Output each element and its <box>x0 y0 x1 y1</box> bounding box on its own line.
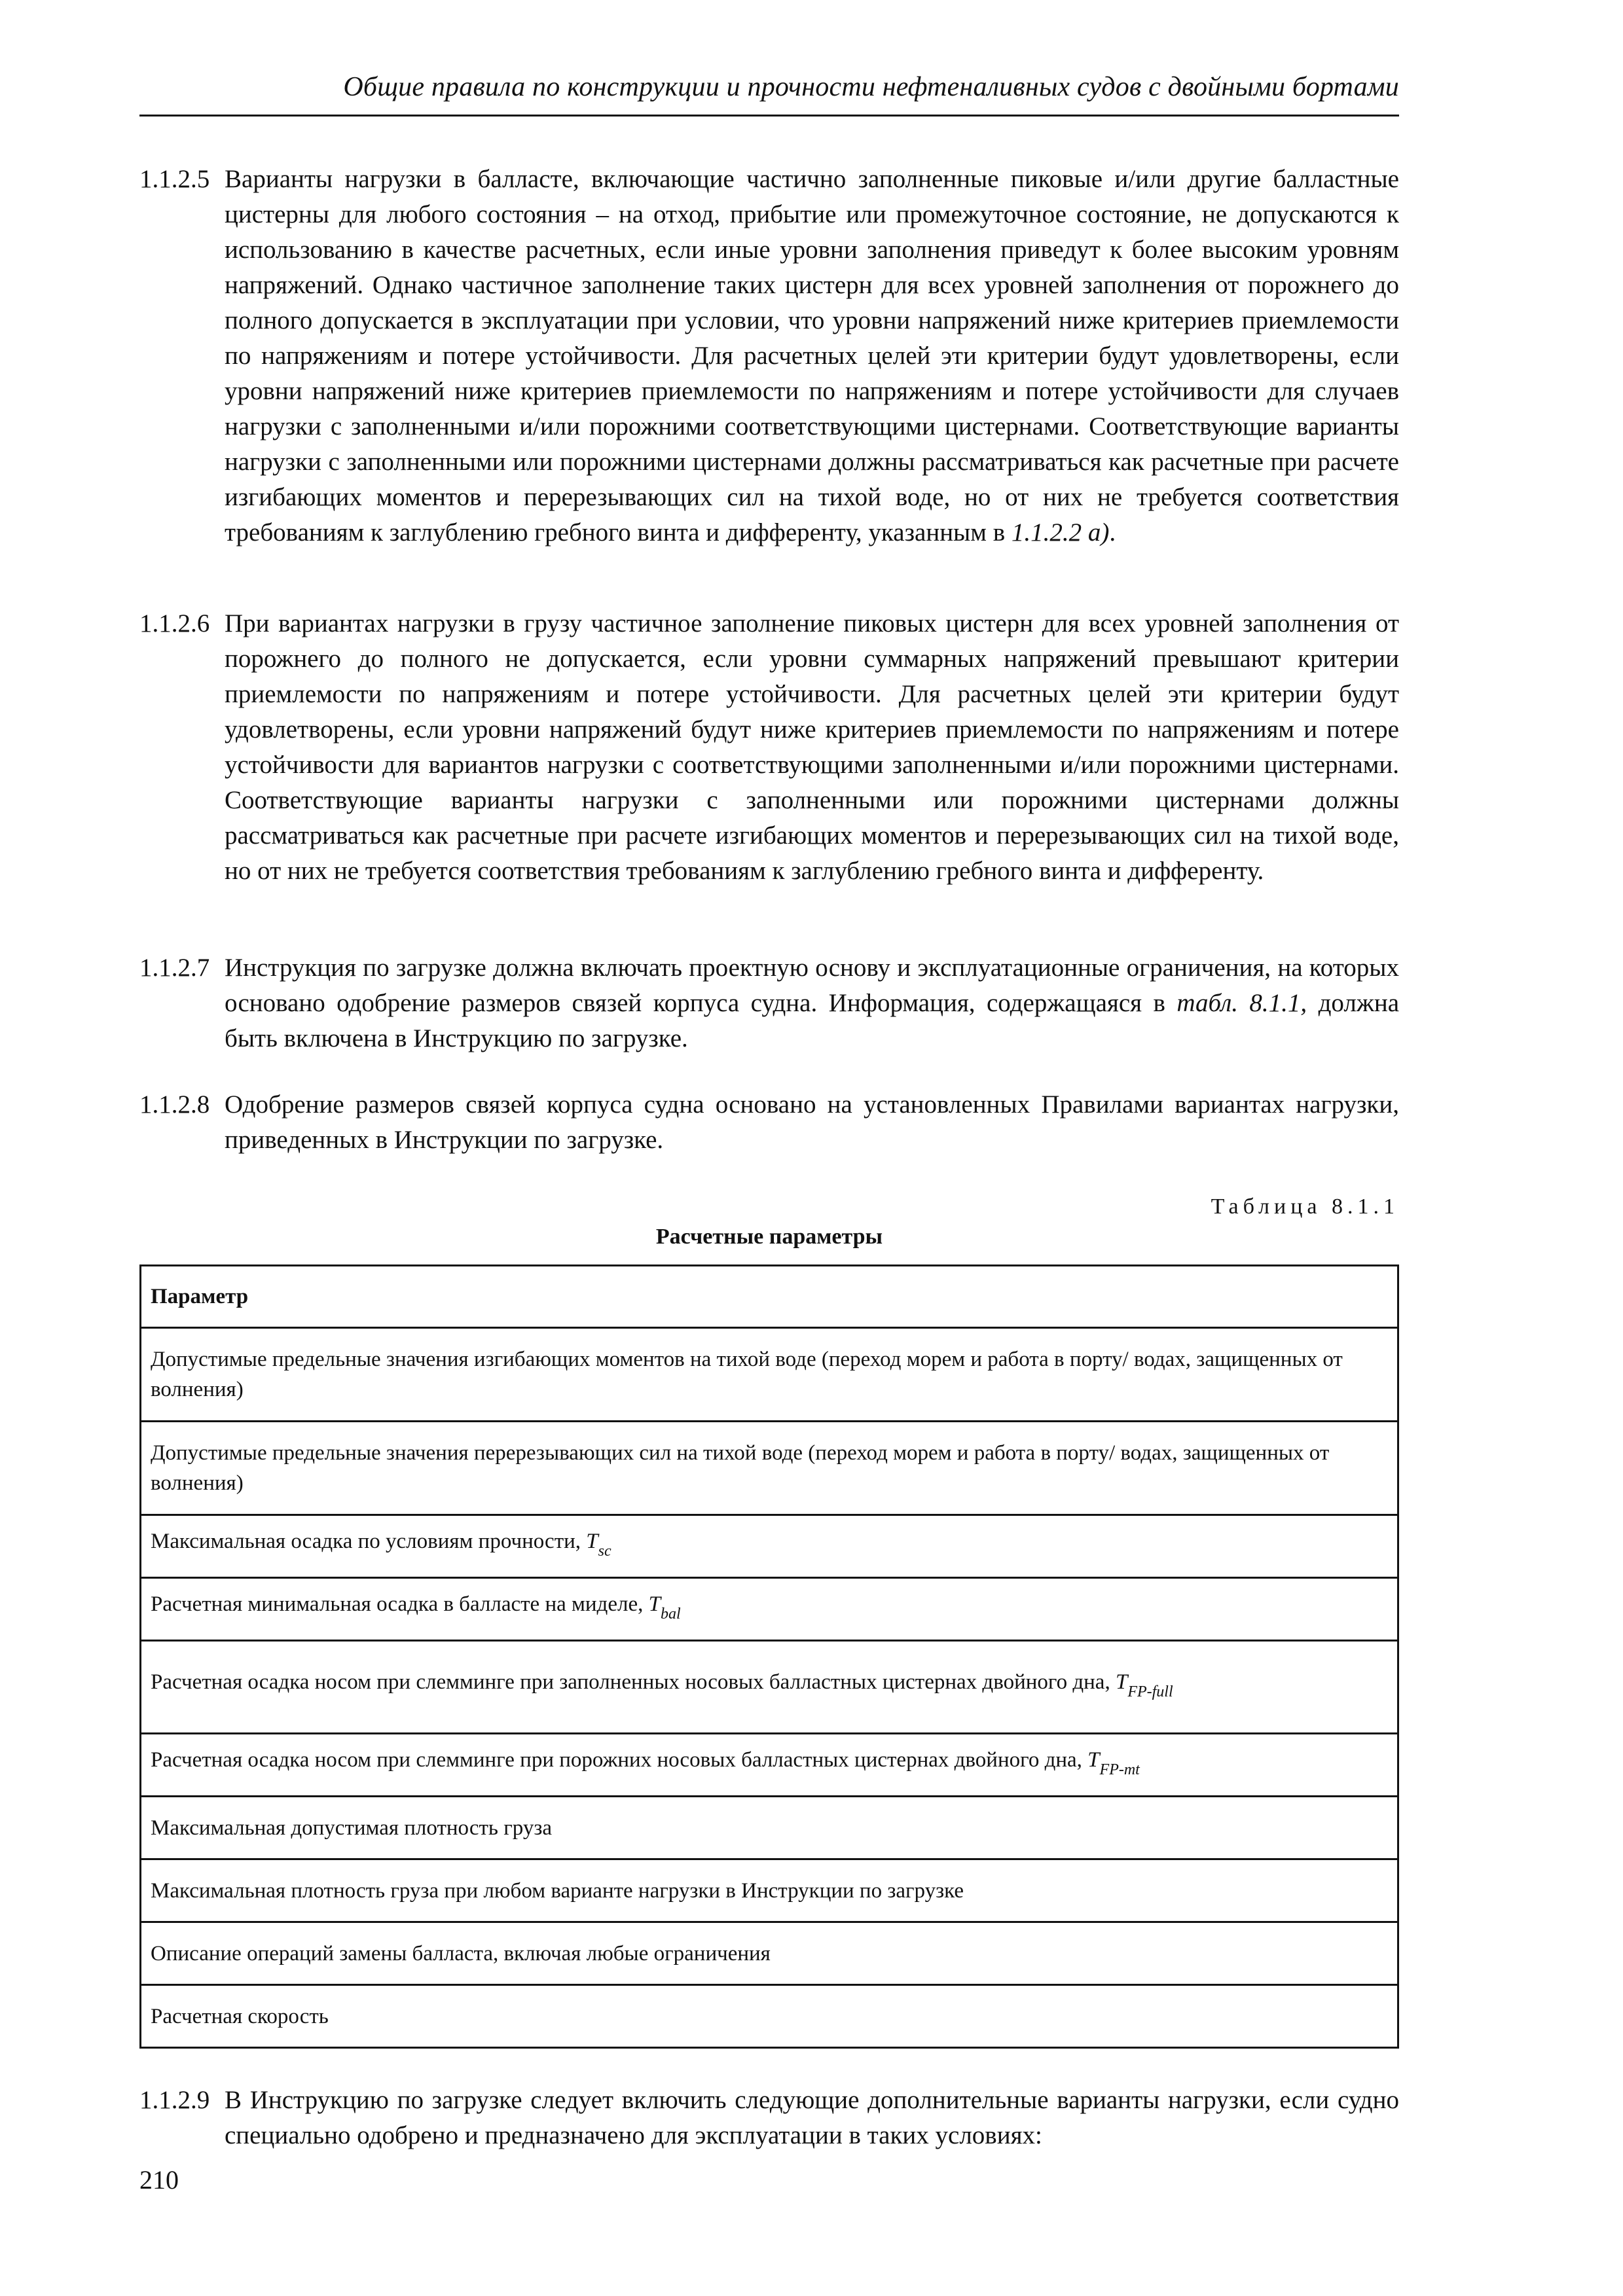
symbol-subscript: bal <box>660 1605 681 1623</box>
table-row <box>141 1422 1398 1515</box>
table-header-row <box>141 1266 1398 1328</box>
paragraph-number: 1.1.2.8 <box>139 1090 210 1119</box>
table-cell <box>141 1922 1398 1985</box>
cell-text: Максимальная плотность груза при любом варианте нагрузки в Инструкции по загрузке <box>151 1878 964 1903</box>
table-row <box>141 1797 1398 1859</box>
cell-text: Описание операций замены балласта, включая любые ограничения <box>151 1941 771 1965</box>
table-cell <box>141 1328 1398 1422</box>
symbol: T <box>586 1530 598 1553</box>
table-cell <box>141 1859 1398 1922</box>
paragraph-text: Инструкция по загрузке должна включать проектную основу и эксплуатационные ограничения, на которых основано одобрение размеров связей корпуса судна. Информация, содержащаяся в <box>225 954 1399 1017</box>
paragraph-number: 1.1.2.7 <box>139 954 210 982</box>
paragraph-1-1-2-8 <box>139 1087 1399 1158</box>
table-row <box>141 1641 1398 1734</box>
paragraph-text: В Инструкцию по загрузке следует включить следующие дополнительные варианты нагрузки, если судно специально одобрено и предназначено для эксплуатации в таких условиях: <box>225 2086 1399 2149</box>
table-title: Расчетные параметры <box>655 1225 883 1249</box>
symbol-subscript: FP-full <box>1127 1683 1173 1700</box>
table-cell <box>141 1985 1398 2048</box>
paragraph-number: 1.1.2.6 <box>139 609 210 637</box>
table-row <box>141 1859 1398 1922</box>
paragraph-text: Варианты нагрузки в балласте, включающие частично заполненные пиковые и/или другие балластные цистерны для любого состояния – на отход, прибытие или промежуточное состояние, не допускаются к использованию в качестве расчетных, если иные уровни заполнения приведут к более высоким уровням напряжений. Однако частичное заполнение таких цистерн для всех уровней заполнения от порожнего до полного допускается в эксплуатации при условии, что уровни напряжений ниже критериев приемлемости по напряжениям и потере устойчивости. Для расчетных целей эти критерии будут удовлетворены, если уровни напряжений ниже критериев приемлемости по напряжениям и потере устойчивости для случаев нагрузки с заполненными и/или порожними соответствующими цистернами. Соответствующие варианты нагрузки с заполненными или порожними цистернами должны рассматриваться как расчетные при расчете изгибающих моментов и перерезывающих сил на тихой воде, но от них не требуется соответствия требованиям к заглублению гребного винта и дифференту, указанным в <box>225 165 1399 547</box>
table-row <box>141 1985 1398 2048</box>
paragraph-1-1-2-6 <box>139 606 1399 889</box>
symbol: T <box>1115 1670 1128 1694</box>
symbol-subscript: FP-mt <box>1099 1761 1140 1778</box>
table-cell <box>141 1578 1398 1641</box>
table-header-cell: Параметр <box>141 1266 1398 1328</box>
table-cell <box>141 1641 1398 1734</box>
table-cell <box>141 1515 1398 1578</box>
table-row <box>141 1328 1398 1422</box>
cell-text: Расчетная осадка носом при слемминге при заполненных носовых балластных цистернах двойного дна, <box>151 1670 1116 1694</box>
table-row <box>141 1734 1398 1797</box>
paragraph-tail: должна быть включена в Инструкцию по загрузке. <box>225 989 1399 1052</box>
cell-text: Максимальная допустимая плотность груза <box>151 1816 553 1840</box>
cell-text: Допустимые предельные значения перерезывающих сил на тихой воде (переход морем и работа в порту/ водах, защищенных от волнения) <box>151 1441 1330 1495</box>
cell-text: Расчетная скорость <box>151 2004 329 2028</box>
table-label: Таблица 8.1.1 <box>1211 1194 1399 1219</box>
paragraph-text: При вариантах нагрузки в грузу частичное заполнение пиковых цистерн для всех уровней заполнения от порожнего до полного не допускается, если уровни суммарных напряжений превышают критерии приемлемости по напряжениям и потере устойчивости. Для расчетных целей эти критерии будут удовлетворены, если уровни напряжений будут ниже критериев приемлемости по напряжениям и потере устойчивости для вариантов нагрузки с соответствующими заполненными и/или порожними цистернами. Соответствующие варианты нагрузки с заполненными или порожними цистернами должны рассматриваться как расчетные при расчете изгибающих моментов и перерезывающих сил на тихой воде, но от них не требуется соответствия требованиям к заглублению гребного винта и дифференту. <box>225 609 1399 885</box>
table-row <box>141 1922 1398 1985</box>
table-row <box>141 1515 1398 1578</box>
page-number: 210 <box>139 2165 179 2195</box>
paragraph-number: 1.1.2.9 <box>139 2086 210 2114</box>
running-header: Общие правила по конструкции и прочности нефтеналивных судов с двойными бортами <box>343 72 1399 102</box>
paragraph-1-1-2-9 <box>139 2083 1399 2153</box>
table-cell <box>141 1734 1398 1797</box>
table-row <box>141 1578 1398 1641</box>
paragraph-1-1-2-5 <box>139 162 1399 550</box>
symbol-subscript: sc <box>598 1543 611 1560</box>
symbol: T <box>1087 1748 1100 1772</box>
paragraph-number: 1.1.2.5 <box>139 165 210 193</box>
cross-reference: 1.1.2.2 а) <box>1011 518 1110 547</box>
table-cell <box>141 1422 1398 1515</box>
cell-text: Расчетная осадка носом при слемминге при порожних носовых балластных цистернах двойного дна, <box>151 1748 1088 1772</box>
header-divider <box>139 115 1399 117</box>
table-cell <box>141 1797 1398 1859</box>
table-reference: табл. 8.1.1, <box>1176 989 1307 1017</box>
symbol: T <box>648 1592 661 1616</box>
paragraph-1-1-2-7 <box>139 950 1399 1056</box>
cell-text: Максимальная осадка по условиям прочности, <box>151 1530 587 1553</box>
paragraph-text: Одобрение размеров связей корпуса судна основано на установленных Правилами вариантах нагрузки, приведенных в Инструкции по загрузке. <box>225 1090 1399 1154</box>
cell-text: Допустимые предельные значения изгибающих моментов на тихой воде (переход морем и работа в порту/ водах, защищенных от волнения) <box>151 1348 1343 1401</box>
paragraph-tail: . <box>1109 518 1116 547</box>
parameters-table <box>139 1265 1399 2049</box>
cell-text: Расчетная минимальная осадка в балласте на миделе, <box>151 1592 649 1616</box>
